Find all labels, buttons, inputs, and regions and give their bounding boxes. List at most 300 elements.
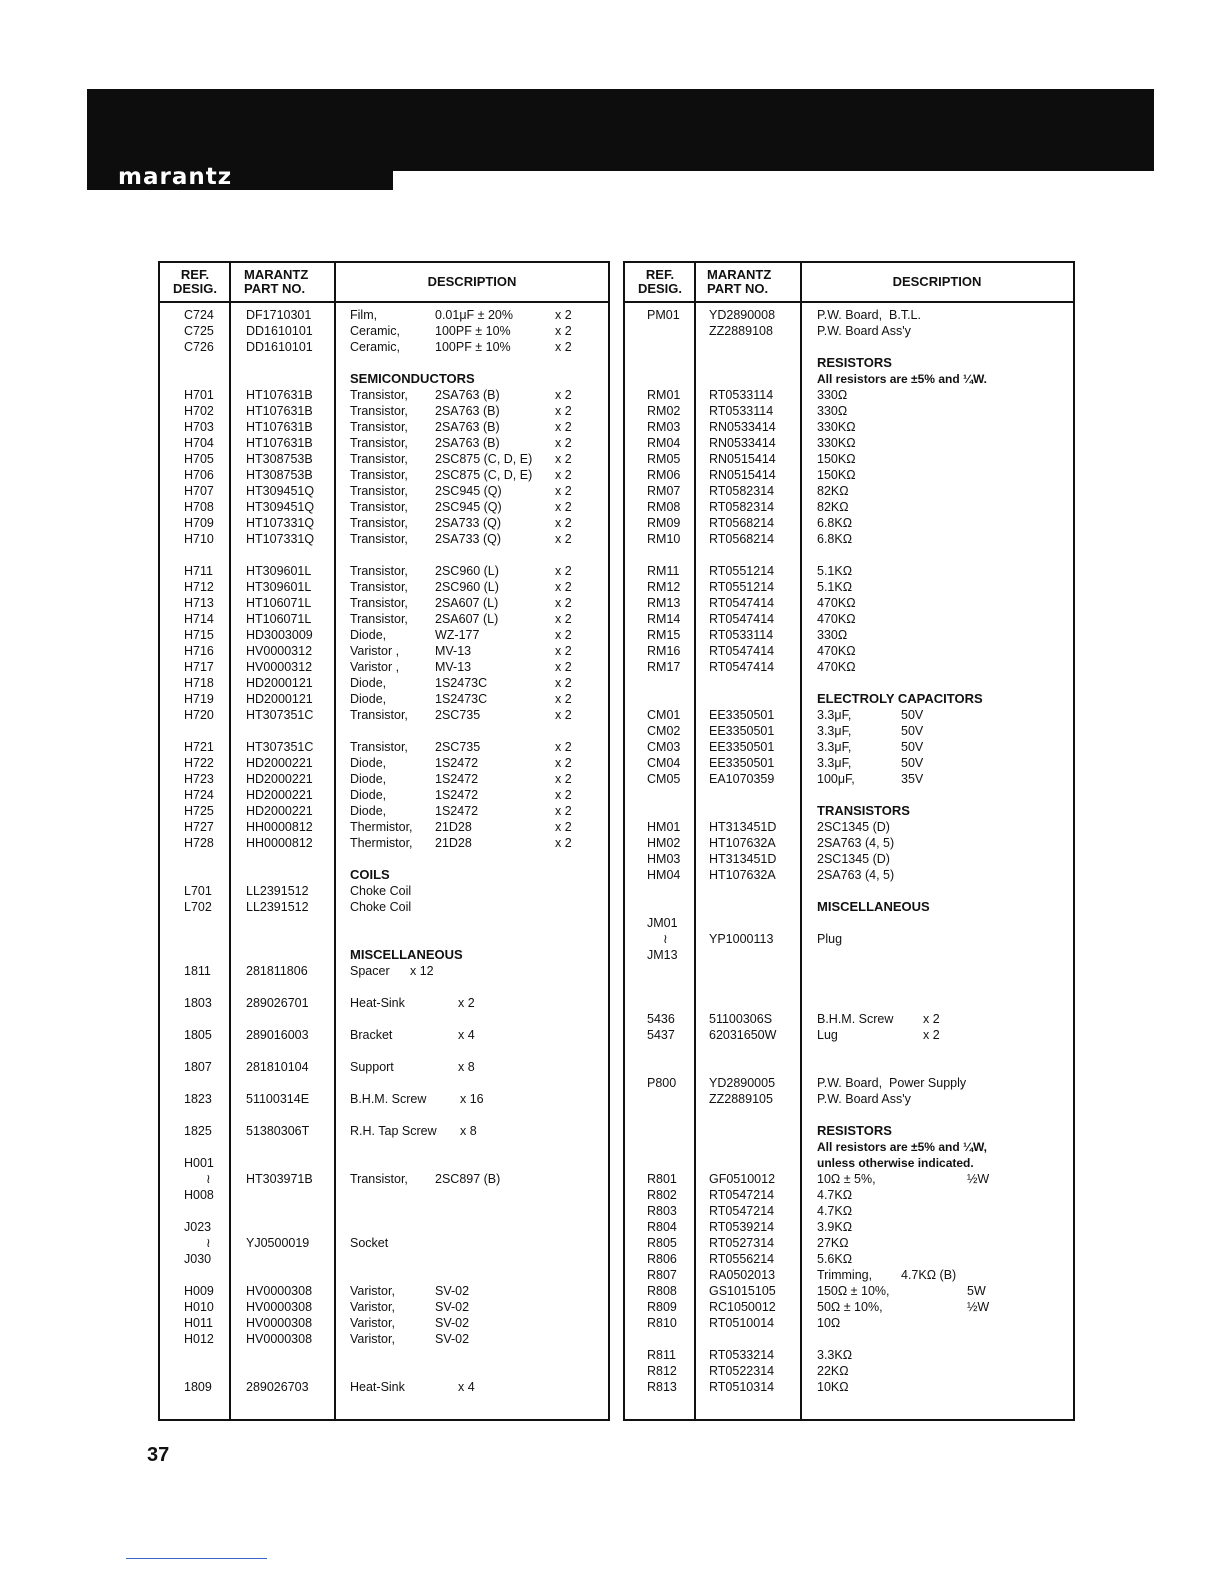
ref-desig: P800 <box>647 1076 677 1090</box>
description: 82KΩ <box>817 500 849 514</box>
part-number: 51100314E <box>246 1092 310 1106</box>
ref-desig: C724 <box>184 308 214 322</box>
table-row <box>160 579 608 595</box>
ref-desig: 1803 <box>184 996 212 1010</box>
description-value: ½W <box>967 1300 990 1314</box>
ref-desig: RM16 <box>647 644 681 658</box>
table-row <box>625 419 1073 435</box>
ref-desig: RM07 <box>647 484 681 498</box>
part-number: RT0556214 <box>709 1252 775 1266</box>
ref-desig: CM05 <box>647 772 681 786</box>
quantity: x 2 <box>555 452 572 466</box>
table-row <box>625 659 1073 675</box>
description-value: 2SC945 (Q) <box>435 484 502 498</box>
table-row <box>160 787 608 803</box>
ref-desig: JM01 <box>647 916 678 930</box>
table-row <box>160 835 608 851</box>
part-number: RT0547214 <box>709 1204 775 1218</box>
part-number: HD2000221 <box>246 756 313 770</box>
table-row <box>625 595 1073 611</box>
ref-desig: H720 <box>184 708 214 722</box>
ref-desig: R803 <box>647 1204 677 1218</box>
part-number: RN0515414 <box>709 468 776 482</box>
ref-desig: H714 <box>184 612 214 626</box>
part-number: RT0551214 <box>709 580 775 594</box>
ref-desig: L702 <box>184 900 212 914</box>
quantity: x 2 <box>555 436 572 450</box>
part-number: RT0582314 <box>709 500 775 514</box>
section-note-text: All resistors are ±5% and ¼W. <box>817 372 987 386</box>
table-row <box>160 563 608 579</box>
description: Diode, <box>350 692 387 706</box>
description: 150Ω ± 10%, <box>817 1284 890 1298</box>
ref-desig: RM11 <box>647 564 680 578</box>
description: 470KΩ <box>817 596 856 610</box>
description-value: 21D28 <box>435 820 472 834</box>
description: Lug <box>817 1028 838 1042</box>
part-number: ZZ2889105 <box>709 1092 773 1106</box>
ref-desig: ≀ <box>663 932 668 946</box>
part-number: GF0510012 <box>709 1172 776 1186</box>
part-number: RT0568214 <box>709 516 775 530</box>
table-row <box>625 515 1073 531</box>
description: 4.7KΩ <box>817 1204 853 1218</box>
part-number: HT107331Q <box>246 516 315 530</box>
table-row <box>625 1299 1073 1315</box>
quantity: x 2 <box>555 708 572 722</box>
quantity: x 2 <box>555 532 572 546</box>
description: 10KΩ <box>817 1380 849 1394</box>
table-row <box>625 451 1073 467</box>
ref-desig: H724 <box>184 788 214 802</box>
table-row <box>160 403 608 419</box>
table-row <box>160 627 608 643</box>
description: 6.8KΩ <box>817 516 853 530</box>
ref-desig: H723 <box>184 772 214 786</box>
description-value: 100PF ± 10% <box>435 324 511 338</box>
table-row <box>625 1219 1073 1235</box>
description: Heat-Sink <box>350 1380 405 1394</box>
quantity: x 2 <box>555 756 572 770</box>
table-row <box>160 1315 608 1331</box>
table-row <box>160 1187 608 1203</box>
part-number: EE3350501 <box>709 740 775 754</box>
description: Transistor, <box>350 436 408 450</box>
table-row <box>625 1027 1073 1043</box>
table-row <box>625 563 1073 579</box>
part-number: RT0533114 <box>709 628 774 642</box>
ref-desig: H718 <box>184 676 214 690</box>
ref-desig: RM04 <box>647 436 681 450</box>
quantity: x 4 <box>458 1028 475 1042</box>
part-number: DD1610101 <box>246 340 313 354</box>
description: Spacer <box>350 964 390 978</box>
description: Varistor, <box>350 1316 395 1330</box>
description: Transistor, <box>350 580 408 594</box>
table-row <box>160 307 608 323</box>
part-number: GS1015105 <box>709 1284 776 1298</box>
table-row <box>160 483 608 499</box>
ref-desig: RM17 <box>647 660 681 674</box>
parts-table-left <box>158 261 610 1421</box>
quantity: x 2 <box>555 404 572 418</box>
description-value: 2SC875 (C, D, E) <box>435 452 533 466</box>
bottom-rule <box>126 1558 267 1559</box>
part-number: HT313451D <box>709 820 777 834</box>
description: Diode, <box>350 788 387 802</box>
ref-desig: R801 <box>647 1172 677 1186</box>
table-row <box>625 739 1073 755</box>
section-heading <box>160 947 608 963</box>
part-number: HT107331Q <box>246 532 315 546</box>
part-number: HH0000812 <box>246 836 313 850</box>
ref-desig: H712 <box>184 580 214 594</box>
table-row <box>625 435 1073 451</box>
description: 4.7KΩ <box>817 1188 853 1202</box>
quantity: x 2 <box>458 996 475 1010</box>
ref-desig: H728 <box>184 836 214 850</box>
part-number: RN0533414 <box>709 436 776 450</box>
ref-desig: L701 <box>184 884 212 898</box>
description-header: DESCRIPTION <box>892 274 982 289</box>
table-row <box>625 1011 1073 1027</box>
table-row <box>625 643 1073 659</box>
table-row <box>625 387 1073 403</box>
table-row <box>625 531 1073 547</box>
description-value: 5W <box>967 1284 986 1298</box>
part-number: 51100306S <box>709 1012 773 1026</box>
part-number: 289026701 <box>246 996 309 1010</box>
description-value: 2SA763 (B) <box>435 436 500 450</box>
table-row <box>625 307 1073 323</box>
description-value: 0.01μF ± 20% <box>435 308 513 322</box>
description-value: 2SC735 <box>435 740 481 754</box>
ref-desig: H708 <box>184 500 214 514</box>
description: Diode, <box>350 756 387 770</box>
section-heading-label: RESISTORS <box>817 1123 892 1138</box>
table-row <box>625 819 1073 835</box>
description: Choke Coil <box>350 900 412 914</box>
ref-desig: H710 <box>184 532 214 546</box>
section-heading <box>160 371 608 387</box>
table-row <box>160 995 608 1011</box>
quantity: x 2 <box>555 820 572 834</box>
part-number: YD2890005 <box>709 1076 776 1090</box>
table-row <box>160 499 608 515</box>
description-value: 2SC960 (L) <box>435 564 499 578</box>
part-number: HV0000312 <box>246 660 313 674</box>
part-number: YD2890008 <box>709 308 776 322</box>
part-number: EE3350501 <box>709 756 775 770</box>
ref-desig: H716 <box>184 644 214 658</box>
part-number: HD2000121 <box>246 692 313 706</box>
part-number: HT308753B <box>246 468 313 482</box>
section-heading <box>625 803 1073 819</box>
description-value: WZ-177 <box>435 628 480 642</box>
ref-desig: H001 <box>184 1156 214 1170</box>
ref-desig: H707 <box>184 484 214 498</box>
ref-desig: RM10 <box>647 532 681 546</box>
description-value: 2SA607 (L) <box>435 596 499 610</box>
table-row <box>625 1235 1073 1251</box>
part-number: HT313451D <box>709 852 777 866</box>
part-number: HD2000121 <box>246 676 313 690</box>
part-number: YP1000113 <box>709 932 774 946</box>
ref-desig: RM08 <box>647 500 681 514</box>
ref-desig: 1825 <box>184 1124 212 1138</box>
ref-desig: RM09 <box>647 516 681 530</box>
table-row <box>625 1363 1073 1379</box>
part-number: YJ0500019 <box>246 1236 310 1250</box>
section-heading-label: TRANSISTORS <box>817 803 910 818</box>
description: 6.8KΩ <box>817 532 853 546</box>
ref-desig: 1811 <box>184 964 211 978</box>
part-number: RN0515414 <box>709 452 776 466</box>
table-row <box>160 1379 608 1395</box>
part-number: HT107631B <box>246 404 313 418</box>
description: 3.3μF, <box>817 724 852 738</box>
description: Transistor, <box>350 388 408 402</box>
ref-desig: 5436 <box>647 1012 675 1026</box>
section-heading-label: COILS <box>350 867 390 882</box>
section-heading <box>625 1123 1073 1139</box>
table-row <box>160 1235 608 1251</box>
description: 330Ω <box>817 388 848 402</box>
table-row <box>625 323 1073 339</box>
quantity: x 2 <box>555 484 572 498</box>
quantity: x 2 <box>555 580 572 594</box>
table-row <box>625 1187 1073 1203</box>
table-row <box>160 387 608 403</box>
part-number: HT309451Q <box>246 484 315 498</box>
description-value: 1S2472 <box>435 804 479 818</box>
description: 2SC1345 (D) <box>817 820 890 834</box>
description-value: 2SA733 (Q) <box>435 516 502 530</box>
description: Bracket <box>350 1028 393 1042</box>
description-value: 50V <box>901 724 924 738</box>
description: 10Ω <box>817 1316 841 1330</box>
ref-desig-header: REF. DESIG. <box>172 267 218 296</box>
ref-desig: 1807 <box>184 1060 212 1074</box>
description: P.W. Board Ass'y <box>817 1092 911 1106</box>
table-row <box>625 579 1073 595</box>
description: 5.6KΩ <box>817 1252 853 1266</box>
description: 22KΩ <box>817 1364 849 1378</box>
ref-desig: R810 <box>647 1316 677 1330</box>
part-no-header: MARANTZ PART NO. <box>707 267 772 296</box>
table-row <box>160 1331 608 1347</box>
section-note-text: unless otherwise indicated. <box>817 1156 974 1170</box>
ref-desig: 5437 <box>647 1028 675 1042</box>
part-number: LL2391512 <box>246 900 309 914</box>
ref-desig: H717 <box>184 660 214 674</box>
table-row <box>160 643 608 659</box>
table-row <box>160 803 608 819</box>
part-number: HT107631B <box>246 436 313 450</box>
section-note-text: All resistors are ±5% and ¼W, <box>817 1140 987 1154</box>
quantity: x 2 <box>923 1028 940 1042</box>
part-number: RT0582314 <box>709 484 775 498</box>
quantity: x 2 <box>555 596 572 610</box>
part-number: RT0527314 <box>709 1236 775 1250</box>
ref-desig: R811 <box>647 1348 676 1362</box>
table-row <box>160 1283 608 1299</box>
table-row <box>625 1251 1073 1267</box>
description: Varistor, <box>350 1300 395 1314</box>
table-row <box>625 499 1073 515</box>
description: Transistor, <box>350 596 408 610</box>
part-number: RT0510314 <box>709 1380 775 1394</box>
part-number: HT107632A <box>709 868 776 882</box>
ref-desig: H715 <box>184 628 214 642</box>
table-row <box>160 1059 608 1075</box>
quantity: x 2 <box>555 788 572 802</box>
description-value: 21D28 <box>435 836 472 850</box>
description: 2SA763 (4, 5) <box>817 836 895 850</box>
quantity: x 2 <box>555 420 572 434</box>
description-value: 2SC735 <box>435 708 481 722</box>
description: Transistor, <box>350 452 408 466</box>
description: R.H. Tap Screw <box>350 1124 437 1138</box>
description: 5.1KΩ <box>817 564 853 578</box>
part-number: RT0568214 <box>709 532 775 546</box>
ref-desig: RM05 <box>647 452 681 466</box>
description: 3.9KΩ <box>817 1220 853 1234</box>
description-value: 1S2472 <box>435 788 479 802</box>
description: 5.1KΩ <box>817 580 853 594</box>
table-row <box>625 611 1073 627</box>
part-number: HT107631B <box>246 388 313 402</box>
description-value: 50V <box>901 740 924 754</box>
header-banner <box>87 89 1154 171</box>
table-row <box>160 1251 608 1267</box>
part-number: RT0510014 <box>709 1316 775 1330</box>
description: Support <box>350 1060 394 1074</box>
description-value: 1S2472 <box>435 772 479 786</box>
ref-desig: RM02 <box>647 404 681 418</box>
table-header <box>625 263 1073 303</box>
part-number: RT0539214 <box>709 1220 775 1234</box>
marantz-logo: marantz <box>118 164 233 190</box>
quantity: x 2 <box>555 500 572 514</box>
quantity: x 8 <box>460 1124 477 1138</box>
ref-desig: H701 <box>184 388 214 402</box>
ref-desig: R804 <box>647 1220 677 1234</box>
quantity: x 2 <box>555 388 572 402</box>
table-row <box>625 1283 1073 1299</box>
table-row <box>625 1091 1073 1107</box>
quantity: x 2 <box>555 308 572 322</box>
ref-desig: R805 <box>647 1236 677 1250</box>
quantity: x 2 <box>555 340 572 354</box>
description: P.W. Board, Power Supply <box>817 1076 967 1090</box>
ref-desig: RM12 <box>647 580 681 594</box>
part-number: HD2000221 <box>246 772 313 786</box>
table-row <box>160 1027 608 1043</box>
ref-desig: R802 <box>647 1188 677 1202</box>
part-number: HT107632A <box>709 836 776 850</box>
table-row <box>625 867 1073 883</box>
quantity: x 2 <box>555 612 572 626</box>
description: 150KΩ <box>817 468 856 482</box>
table-row <box>625 1379 1073 1395</box>
table-row <box>160 675 608 691</box>
description: 3.3μF, <box>817 708 852 722</box>
description: 3.3KΩ <box>817 1348 853 1362</box>
description: 27KΩ <box>817 1236 849 1250</box>
description-value: 50V <box>901 708 924 722</box>
description-value: 1S2473C <box>435 676 488 690</box>
part-number: RT0522314 <box>709 1364 775 1378</box>
table-row <box>625 723 1073 739</box>
quantity: x 2 <box>923 1012 940 1026</box>
quantity: x 4 <box>458 1380 475 1394</box>
ref-desig: RM03 <box>647 420 681 434</box>
part-number: HT106071L <box>246 612 312 626</box>
ref-desig: H705 <box>184 452 214 466</box>
ref-desig: H719 <box>184 692 214 706</box>
part-number: RT0547414 <box>709 596 775 610</box>
table-row <box>160 1155 608 1171</box>
table-row <box>160 659 608 675</box>
quantity: x 8 <box>458 1060 475 1074</box>
ref-desig: J030 <box>184 1252 212 1266</box>
ref-desig: H713 <box>184 596 214 610</box>
section-heading-label: ELECTROLY CAPACITORS <box>817 691 983 706</box>
part-number: HV0000308 <box>246 1332 313 1346</box>
description: 330KΩ <box>817 436 856 450</box>
table-row <box>160 755 608 771</box>
description-value: 35V <box>901 772 924 786</box>
part-number: 289026703 <box>246 1380 309 1394</box>
description: 330KΩ <box>817 420 856 434</box>
description-value: 2SC897 (B) <box>435 1172 501 1186</box>
page-number: 37 <box>147 1444 170 1466</box>
section-note <box>625 371 1073 387</box>
quantity: x 2 <box>555 772 572 786</box>
description: 330Ω <box>817 628 848 642</box>
ref-desig: CM02 <box>647 724 681 738</box>
description-value: 1S2472 <box>435 756 479 770</box>
description: Plug <box>817 932 843 946</box>
part-number: HD2000221 <box>246 788 313 802</box>
description: Transistor, <box>350 564 408 578</box>
ref-desig: H010 <box>184 1300 214 1314</box>
ref-desig: JM13 <box>647 948 678 962</box>
table-row <box>160 323 608 339</box>
description-value: 50V <box>901 756 924 770</box>
description: Varistor , <box>350 660 400 674</box>
description: Transistor, <box>350 484 408 498</box>
description-header: DESCRIPTION <box>427 274 517 289</box>
ref-desig: H012 <box>184 1332 214 1346</box>
section-heading-label: SEMICONDUCTORS <box>350 371 475 386</box>
table-row <box>625 947 1073 963</box>
table-row <box>625 771 1073 787</box>
table-row <box>625 1171 1073 1187</box>
table-row <box>625 1203 1073 1219</box>
description: Ceramic, <box>350 340 401 354</box>
description: Varistor, <box>350 1332 395 1346</box>
part-number: RT0533114 <box>709 404 774 418</box>
part-number: HT309601L <box>246 580 312 594</box>
ref-desig: CM03 <box>647 740 681 754</box>
table-row <box>625 915 1073 931</box>
part-number: RT0547414 <box>709 612 775 626</box>
description: Socket <box>350 1236 389 1250</box>
quantity: x 2 <box>555 324 572 338</box>
section-heading <box>625 899 1073 915</box>
